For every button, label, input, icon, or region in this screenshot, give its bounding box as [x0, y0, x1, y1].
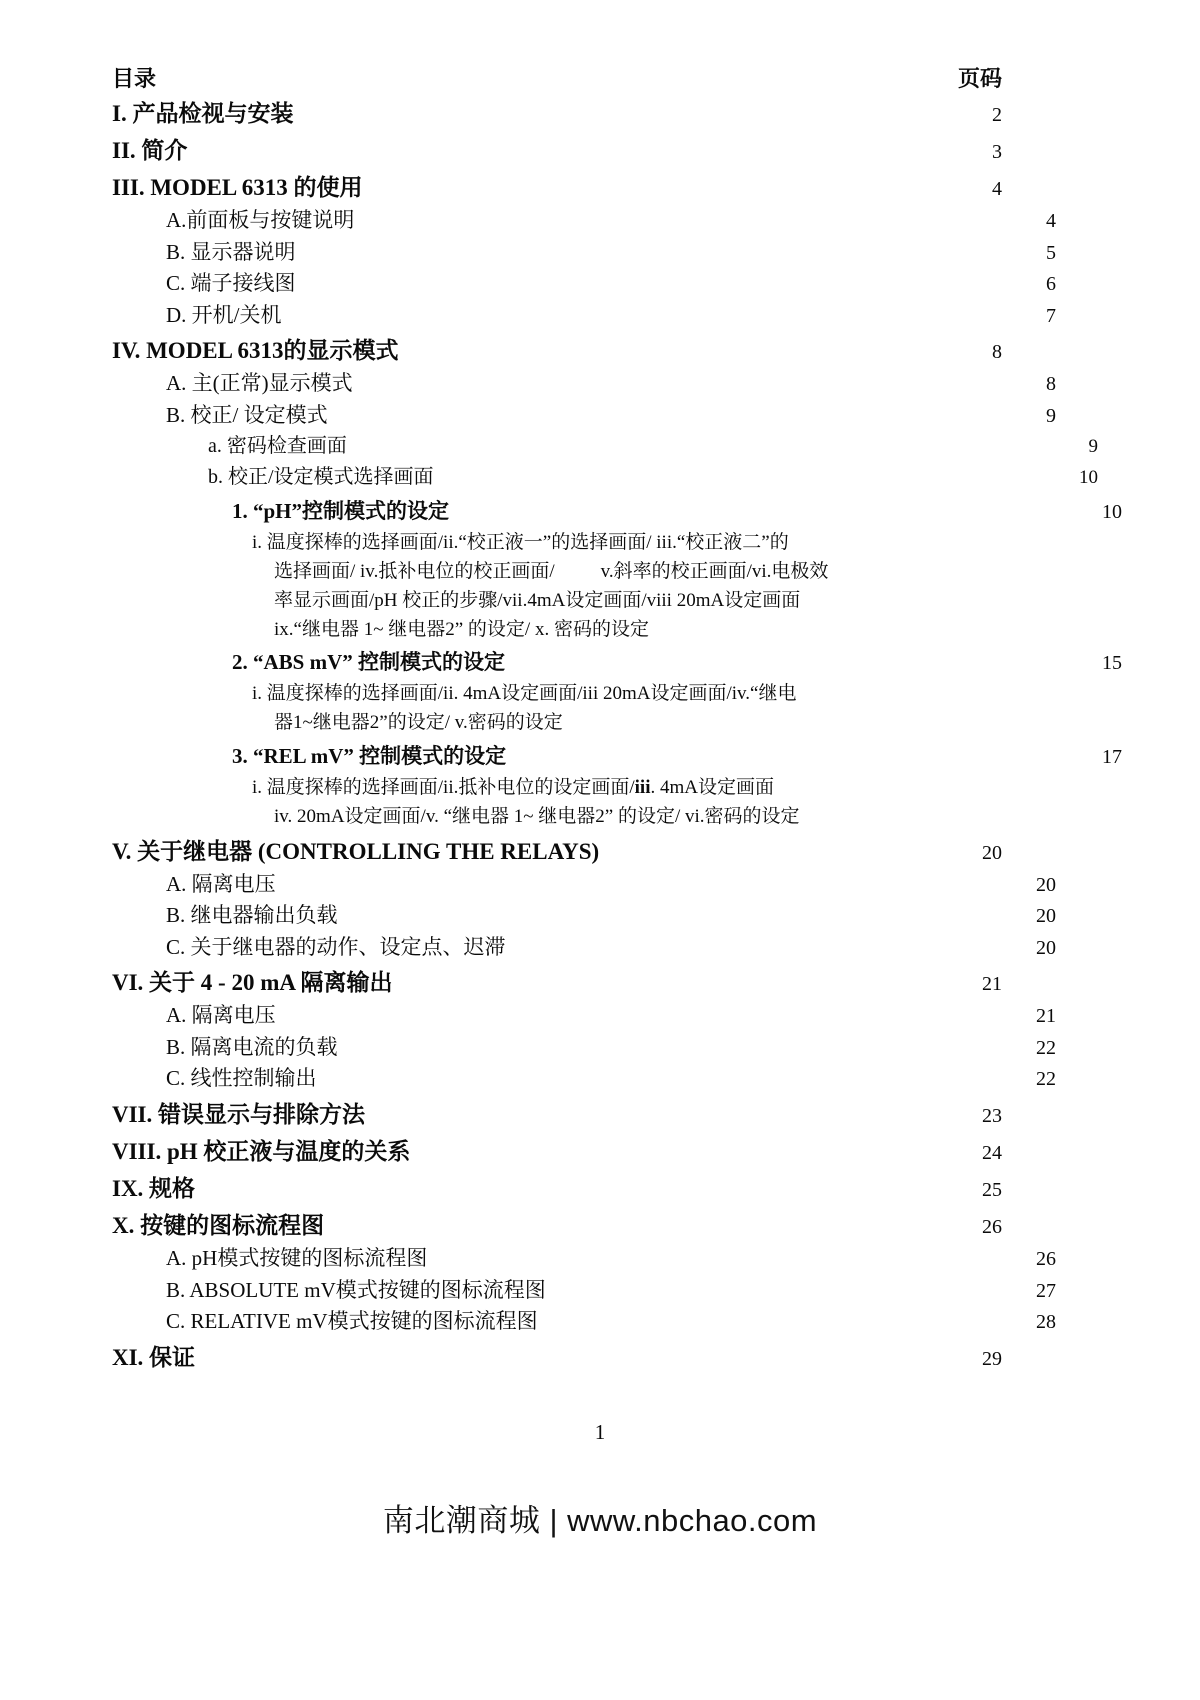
toc-entry-page: 9 [1046, 404, 1056, 427]
toc-entry-label: III. MODEL 6313 的使用 [112, 175, 363, 201]
toc-entry-abs-mv-control-mode[interactable] [112, 646, 1122, 679]
toc-entry-label: XI. 保证 [112, 1344, 196, 1370]
toc-header-row [112, 62, 1002, 93]
toc-entry-display-description[interactable] [112, 237, 1056, 269]
toc-title: 目录 [112, 66, 157, 91]
toc-entry-page: 8 [992, 341, 1002, 364]
toc-entry-relay-action-setpoint-hysteresis[interactable] [112, 932, 1056, 964]
toc-entry-page: 4 [992, 178, 1002, 201]
toc-entry-main-normal-display[interactable] [112, 368, 1056, 400]
toc-entry-label: D. 开机/关机 [166, 302, 282, 327]
toc-entry-error-display-troubleshooting[interactable] [112, 1098, 1002, 1132]
toc-entry-front-panel-keys[interactable] [112, 205, 1056, 237]
toc-detail-line [240, 587, 985, 616]
toc-detail-abs-mode [112, 680, 1002, 738]
toc-entry-relay-output-load[interactable] [112, 900, 1056, 932]
toc-entry-4-20ma-isolated-output[interactable] [112, 966, 1002, 1000]
toc-entry-label: IX. 规格 [112, 1176, 196, 1201]
toc-entry-ph-buffer-temperature[interactable] [112, 1135, 1002, 1169]
toc-entry-page: 27 [1036, 1279, 1056, 1302]
toc-detail-line [240, 774, 985, 832]
toc-entry-label: VIII. pH 校正液与温度的关系 [112, 1138, 411, 1164]
toc-entry-rel-mv-control-mode[interactable] [112, 740, 1122, 773]
toc-entry-label: C. 关于继电器的动作、设定点、迟滞 [166, 934, 506, 959]
toc-entry-relay-isolation-voltage[interactable] [112, 869, 1056, 901]
toc-detail-text: . 4mA设定画面 [650, 777, 775, 799]
toc-entry-label: 2. “ABS mV” 控制模式的设定 [232, 650, 506, 675]
toc-entry-page: 25 [982, 1179, 1002, 1201]
toc-entry-page: 20 [1036, 936, 1056, 959]
toc-entry-ph-control-mode[interactable] [112, 495, 1122, 528]
toc-entry-password-check-screen[interactable] [112, 431, 1098, 462]
toc-entry-page: 22 [1036, 1036, 1056, 1059]
toc-entry-label: VI. 关于 4 - 20 mA 隔离输出 [112, 970, 393, 996]
toc-entry-label: C. 端子接线图 [166, 271, 296, 296]
toc-entry-page: 7 [1046, 304, 1056, 327]
toc-entry-isolated-current-load[interactable] [112, 1032, 1056, 1064]
toc-detail-text-emphasis: iii [634, 777, 651, 799]
toc-entry-label: A. pH模式按键的图标流程图 [166, 1246, 428, 1271]
toc-entry-page: 26 [1036, 1248, 1056, 1271]
toc-entry-page: 4 [1046, 210, 1056, 233]
toc-entry-label: A. 主(正常)显示模式 [166, 371, 353, 396]
toc-entry-ph-mode-flowchart[interactable] [112, 1243, 1056, 1275]
toc-entry-specifications[interactable] [112, 1172, 1002, 1206]
toc-entry-key-icon-flowcharts[interactable] [112, 1209, 1002, 1243]
toc-entry-page: 20 [1036, 873, 1056, 896]
toc-entry-page: 21 [1036, 1005, 1056, 1028]
toc-entry-page: 8 [1046, 373, 1056, 396]
toc-entry-page: 21 [982, 973, 1002, 996]
toc-detail-line [240, 680, 985, 738]
toc-entry-label: II. 简介 [112, 138, 188, 164]
toc-entry-label: A. 隔离电压 [166, 1003, 276, 1028]
toc-entry-mode-select-screen[interactable] [112, 462, 1098, 493]
toc-entry-relative-mv-flowchart[interactable] [112, 1306, 1056, 1338]
toc-entry-label: A.前面板与按键说明 [166, 208, 355, 233]
toc-entry-label: a. 密码检查画面 [208, 435, 347, 458]
toc-entry-warranty[interactable] [112, 1341, 1002, 1375]
toc-entry-label: B. 校正/ 设定模式 [166, 402, 328, 427]
toc-entry-page: 28 [1036, 1311, 1056, 1334]
toc-entry-controlling-the-relays[interactable] [112, 835, 1002, 869]
toc-entry-label: B. ABSOLUTE mV模式按键的图标流程图 [166, 1277, 546, 1302]
toc-detail-line [240, 558, 985, 587]
toc-entry-label: B. 继电器输出负载 [166, 903, 338, 928]
toc-detail-rel-mode [112, 774, 1002, 832]
toc-entry-power-on-off[interactable] [112, 300, 1056, 332]
toc-entry-page: 26 [982, 1216, 1002, 1239]
toc-entry-page: 20 [1036, 905, 1056, 928]
toc-entry-label: VII. 错误显示与排除方法 [112, 1101, 366, 1127]
toc-entry-label: 3. “REL mV” 控制模式的设定 [232, 744, 507, 769]
toc-detail-text: iv. 20mA设定画面/v. “继电器 1~ 继电器2” 的设定/ vi.密码的设定 [274, 806, 800, 827]
toc-entry-page: 20 [982, 841, 1002, 864]
toc-entry-calibration-setup-mode[interactable] [112, 400, 1056, 432]
toc-detail-text: i. 温度探棒的选择画面/ii. 4mA设定画面/iii 20mA设定画面/iv.“继电 [252, 683, 797, 705]
footer-brand: 南北潮商城 | www.nbchao.com [382, 1503, 818, 1538]
toc-entry-page: 5 [1046, 241, 1056, 264]
toc-detail-text: 率显示画面/pH 校正的步骤/vii.4mA设定画面/viii 20mA设定画面 [274, 589, 801, 611]
toc-entry-introduction[interactable] [112, 134, 1002, 168]
toc-entry-label: B. 隔离电流的负载 [166, 1034, 338, 1059]
toc-entry-terminal-wiring[interactable] [112, 268, 1056, 300]
toc-entry-label: b. 校正/设定模式选择画面 [208, 466, 434, 488]
toc-entry-label: C. 线性控制输出 [166, 1066, 317, 1091]
toc-entry-label: 1. “pH”控制模式的设定 [232, 498, 450, 523]
footer-page-number: 1 [594, 1420, 606, 1444]
toc-entry-display-modes[interactable] [112, 334, 1002, 368]
toc-entry-label: X. 按键的图标流程图 [112, 1213, 325, 1239]
toc-entry-page: 2 [992, 104, 1002, 126]
toc-entry-absolute-mv-flowchart[interactable] [112, 1275, 1056, 1307]
toc-entry-label: I. 产品检视与安装 [112, 101, 294, 126]
toc-entry-page: 10 [1102, 500, 1122, 523]
toc-entry-page: 17 [1102, 746, 1122, 769]
toc-entry-output-isolation-voltage[interactable] [112, 1000, 1056, 1032]
table-of-contents [112, 62, 1122, 1375]
toc-detail-line [240, 803, 985, 832]
toc-detail-text: 选择画面/ iv.抵补电位的校正画面/ [274, 560, 555, 582]
toc-entry-page: 22 [1036, 1068, 1056, 1091]
toc-detail-text: v.斜率的校正画面/vi.电极效 [600, 560, 829, 582]
page-column-header: 页码 [957, 66, 1002, 91]
toc-detail-line [240, 709, 985, 738]
toc-entry-label: B. 显示器说明 [166, 239, 296, 264]
toc-detail-text: i. 温度探棒的选择画面/ii.抵补电位的设定画面/ [252, 777, 635, 799]
toc-detail-text: 器1~继电器2”的设定/ v.密码的设定 [274, 712, 563, 734]
toc-entry-page: 23 [982, 1104, 1002, 1127]
toc-entry-page: 24 [982, 1141, 1002, 1164]
toc-detail-line [240, 616, 985, 645]
toc-entry-page: 3 [992, 141, 1002, 164]
toc-entry-page: 15 [1102, 652, 1122, 675]
toc-detail-line [240, 529, 985, 645]
toc-detail-text: ix.“继电器 1~ 继电器2” 的设定/ x. 密码的设定 [274, 618, 649, 640]
toc-entry-label: A. 隔离电压 [166, 871, 276, 896]
toc-entry-model-6313-usage[interactable] [112, 171, 1002, 205]
toc-entry-page: 29 [982, 1347, 1002, 1370]
toc-entry-page: 9 [1088, 436, 1098, 458]
toc-entry-label: V. 关于继电器 (CONTROLLING THE RELAYS) [112, 838, 600, 864]
toc-entry-linear-control-output[interactable] [112, 1063, 1056, 1095]
toc-entry-product-inspection[interactable] [112, 97, 1002, 131]
toc-entry-label: IV. MODEL 6313的显示模式 [112, 338, 399, 364]
toc-detail-text: i. 温度探棒的选择画面/ii.“校正液一”的选择画面/ iii.“校正液二”的 [252, 531, 789, 553]
toc-entry-page: 10 [1079, 467, 1098, 488]
toc-entry-label: C. RELATIVE mV模式按键的图标流程图 [166, 1309, 538, 1334]
toc-entry-page: 6 [1046, 273, 1056, 296]
toc-detail-ph-mode [112, 529, 1002, 645]
